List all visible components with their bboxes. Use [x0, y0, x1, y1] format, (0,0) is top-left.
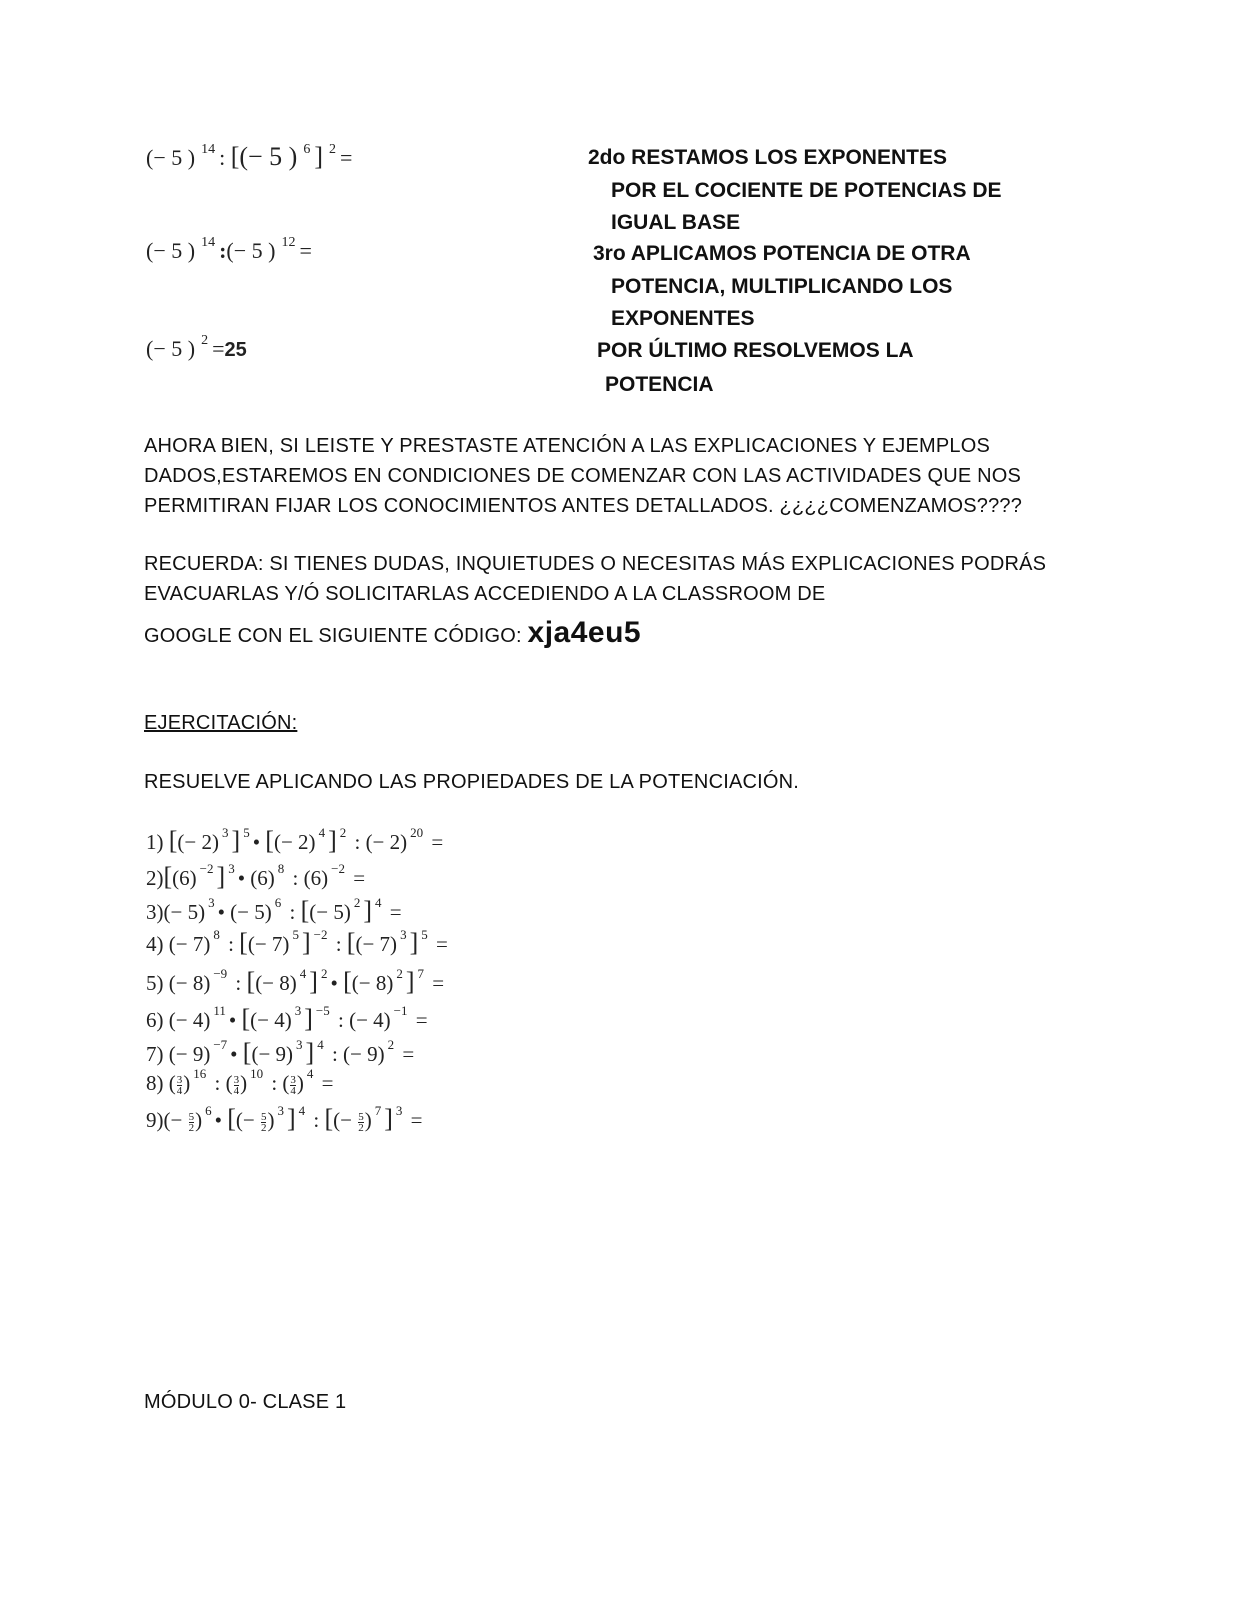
intro-paragraph: AHORA BIEN, SI LEISTE Y PRESTASTE ATENCIÓN A LAS EXPLICACIONES Y EJEMPLOS DADOS,ESTAREMOS EN CONDICIONES DE COMENZAR CON LAS ACTIVIDADES QUE NOS PERMITIRAN FIJAR LOS CONOCIMIENTOS ANTES DETALLADOS. ¿¿¿¿COMENZAMOS????: [144, 435, 1023, 517]
exercise-heading: EJERCITACIÓN:: [144, 712, 298, 734]
exercise-6: 6) (− 4) $^{11}$ • [(− 4) $^3$ ] $^{-5}$ : (− 4) $^{-1}$ =: [146, 1003, 428, 1033]
equals: =: [212, 336, 225, 361]
code-line: [144, 618, 1104, 651]
inner-exponent: 6: [303, 141, 311, 157]
exercise-2: 2)[(6) $^{-2}$ ] $^3$ • (6) $^8$ : (6) $^{-2}$ =: [146, 861, 366, 891]
step-ultimo: POR ÚLTIMO RESOLVEMOS LA: [597, 339, 914, 362]
step-2do: 2do RESTAMOS LOS EXPONENTES: [588, 146, 947, 169]
equals: =: [340, 145, 353, 170]
base: (− 5 ): [146, 336, 196, 361]
exponent: 2: [201, 332, 209, 348]
step-multiplicando: POTENCIA, MULTIPLICANDO LOS EXPONENTES: [611, 275, 953, 330]
exercise-3: 3)(− 5) $^3$ • (− 5) $^6$ : [(− 5) $^2$ ] $^4$ =: [146, 895, 402, 925]
inner-base: [(− 5 ): [230, 142, 298, 171]
example-line-1: [146, 142, 352, 172]
footer-module: MÓDULO 0- CLASE 1: [144, 1391, 347, 1413]
exercise-instruction: RESUELVE APLICANDO LAS PROPIEDADES DE LA POTENCIACIÓN.: [144, 771, 800, 793]
exercise-9: 9)(− $\frac{5}{2}$ ) $^6$ • [(− $\frac{5}{2}$ ) $^3$ ] $^4$ : [(− $\frac{5}{2}$ ) $^7$ ] $^3$ =: [146, 1103, 423, 1134]
outer-exponent: 2: [329, 141, 336, 157]
base: (− 5 ): [146, 238, 196, 263]
bracket: ]: [314, 142, 323, 171]
example-line-2: [146, 234, 312, 264]
exponent: 14: [201, 234, 216, 250]
equals: =: [299, 238, 312, 263]
step-cociente: POR EL COCIENTE DE POTENCIAS DE IGUAL BASE: [611, 179, 1002, 234]
example-line-3: [146, 332, 247, 362]
exercise-1: 1) [(− 2) $^3$ ] $^5$ • [(− 2) $^4$ ] $^2$ : (− 2) $^{20}$ =: [146, 825, 444, 855]
reminder-paragraph: RECUERDA: SI TIENES DUDAS, INQUIETUDES O NECESITAS MÁS EXPLICACIONES PODRÁS EVACUARLAS Y/Ó SOLICITARLAS ACCEDIENDO A LA CLASSROOM DE: [144, 553, 1047, 605]
code-label: GOOGLE CON EL SIGUIENTE CÓDIGO:: [144, 625, 522, 647]
operator: :: [219, 238, 227, 263]
base: (− 5 ): [146, 145, 196, 170]
exponent: 12: [281, 234, 296, 250]
exercise-4: 4) (− 7) $^8$ : [(− 7) $^5$ ] $^{-2}$ : [(− 7) $^3$ ] $^5$ =: [146, 927, 448, 957]
step-3ro: 3ro APLICAMOS POTENCIA DE OTRA: [593, 242, 971, 265]
result: 25: [224, 339, 247, 361]
exercise-8: 8) ( $\frac{3}{4}$ ) $^{16}$ : ( $\frac{3}{4}$ ) $^{10}$ : ( $\frac{3}{4}$ ) $^4$ =: [146, 1066, 334, 1097]
classroom-code: xja4eu5: [527, 616, 642, 649]
exponent: 14: [201, 141, 216, 157]
operator: :: [219, 145, 226, 170]
base: (− 5 ): [226, 238, 276, 263]
exercise-5: 5) (− 8) $^{-9}$ : [(− 8) $^4$ ] $^2$ • [(− 8) $^2$ ] $^7$ =: [146, 966, 445, 996]
step-potencia: POTENCIA: [605, 373, 714, 396]
exercise-7: 7) (− 9) $^{-7}$ • [(− 9) $^3$ ] $^4$ : (− 9) $^2$ =: [146, 1037, 415, 1067]
